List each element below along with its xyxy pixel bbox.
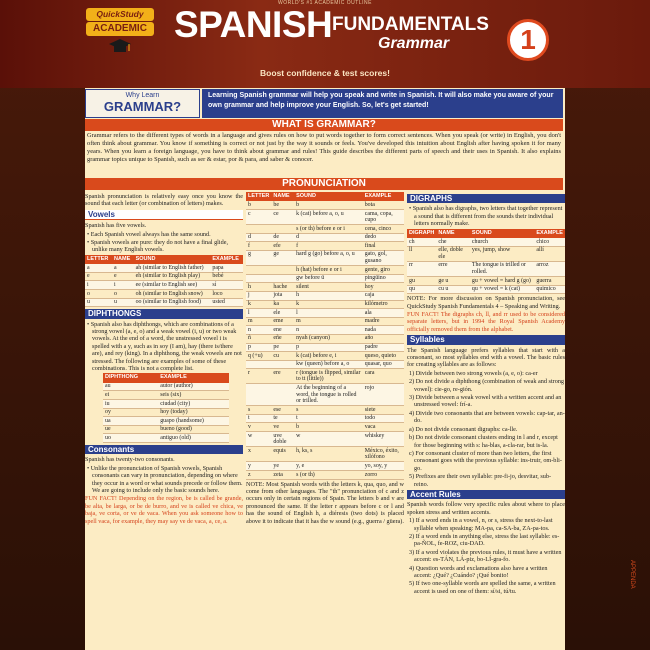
table-row: ll elle, doble ele yes, jump, show allí xyxy=(407,246,565,261)
table-cell: madre xyxy=(363,317,404,326)
table-cell: equis xyxy=(271,447,294,462)
table-row xyxy=(246,352,404,361)
vowels-table: LETTER NAME SOUND EXAMPLE a a ah (similar to English father) papa e e eh (similar to English play) bebé i i ee (similar to English see) sí o o oh (similar to English snow) loco u u oo (similar to English food) usted xyxy=(85,255,243,307)
table-cell: c xyxy=(246,210,271,225)
table-cell: w xyxy=(246,432,271,447)
table-cell: ve xyxy=(271,423,294,432)
table-cell: j xyxy=(246,291,271,300)
table-cell xyxy=(271,274,294,283)
table-row: uo antiguo (old) xyxy=(103,434,229,443)
vowels-line: • Spanish vowels are pure: they do not have a final glide, unlike many English vowels. xyxy=(87,239,229,254)
table-cell: pingüino xyxy=(363,274,404,283)
left-decorative-panel xyxy=(0,0,85,650)
column-left xyxy=(85,192,243,526)
table-row xyxy=(246,274,404,283)
logo-top-text: QuickStudy xyxy=(86,8,154,21)
list-item: a) Do not divide consonant digraphs: ca-lle. xyxy=(409,425,518,433)
table-cell: nada xyxy=(363,326,404,335)
table-cell: gw before ü xyxy=(294,274,363,283)
table-cell: kw (queen) before a, o xyxy=(294,360,363,369)
table-cell: g xyxy=(246,250,271,265)
table-cell: todo xyxy=(363,414,404,423)
digraphs-note: NOTE: For more discussion on Spanish pronunciation, see QuickStudy Spanish Fundamentals 4 – Speaking and Writing. xyxy=(407,295,565,310)
table-cell: efe xyxy=(271,242,294,251)
table-cell: vaca xyxy=(363,423,404,432)
table-cell: queso, quieto xyxy=(363,352,404,361)
side-label: APPENDA xyxy=(629,560,635,589)
table-cell: y xyxy=(246,462,271,471)
table-cell: m xyxy=(294,317,363,326)
letters-table: LETTER NAME SOUND EXAMPLE b be b bota c ce k (cat) before a, o, u cama, copa, cupo s (or th) before e or i cena, cinco d de d dedo f efe f final g ge hard g (go) before a, o, u gato, gol, gusano h (hat) before e or i gente, giro gw before ü pingüino h hache silent hoy j jota h caja k ka k kilómetro l ele l ala m eme m madre n ene n nada ñ eñe nyah (canyon) año p pe p padre q (+u) cu k (cat) before e, i queso, quieto kw (queen) before a, o quasar, quo r ere r (tongue is flipped, similar to tt (little)) cara At the beginning of a word, the tongue is rolled or trilled. rojo s ese s siete t te t todo v ve b vaca w uve doble w whiskey x equis h, ks, s México, éxito, xilófono y ye y, e yo, soy, y z zeta s (or th) zorro xyxy=(246,192,404,480)
list-item: 1) Divide between two strong vowels (a, e, o): ca-er xyxy=(409,369,538,377)
table-row xyxy=(246,300,404,309)
table-cell: h, ks, s xyxy=(294,447,363,462)
table-row: u u oo (similar to English food) usted xyxy=(85,298,243,307)
table-cell: At the beginning of a word, the tongue is rolled or trilled. xyxy=(294,384,363,406)
table-cell xyxy=(271,266,294,275)
table-row xyxy=(246,447,404,462)
diphthongs-table: DIPHTHONG EXAMPLE au autor (author) ei seis (six) iu ciudad (city) oy hoy (today) ua guapo (handsome) ue bueno (good) uo antiguo (old) xyxy=(103,373,229,443)
table-cell: caja xyxy=(363,291,404,300)
table-cell: eme xyxy=(271,317,294,326)
consonants-line: Spanish has twenty-two consonants. xyxy=(85,456,175,464)
table-cell: hard g (go) before a, o, u xyxy=(294,250,363,265)
digraphs-heading: DIGRAPHS xyxy=(407,194,565,203)
table-row xyxy=(246,317,404,326)
logo-bottom-text: ACADEMIC xyxy=(86,22,154,36)
table-row: ch che church chico xyxy=(407,238,565,246)
table-row: gu ge u gu + vowel = hard g (go) guerra xyxy=(407,277,565,286)
table-cell: uve doble xyxy=(271,432,294,447)
table-row xyxy=(246,326,404,335)
title-grammar: Grammar xyxy=(378,35,450,52)
table-cell xyxy=(271,384,294,406)
table-cell: yo, soy, y xyxy=(363,462,404,471)
table-cell: cu xyxy=(271,352,294,361)
table-cell: k (cat) before e, i xyxy=(294,352,363,361)
table-cell: rojo xyxy=(363,384,404,406)
quickstudy-logo xyxy=(86,8,154,56)
table-cell: q (+u) xyxy=(246,352,271,361)
table-row: oy hoy (today) xyxy=(103,408,229,417)
graduation-cap-icon xyxy=(108,38,132,54)
table-row xyxy=(246,242,404,251)
table-cell: n xyxy=(246,326,271,335)
consonants-fun-fact: FUN FACT! Depending on the region, be is called be grande, be alta, be larga, or be de burro, and ve is called ve chica, ve baja, ve corta, or ve de vaca. When you ask someone how to spell vaca, for example, they may say ve de vaca, a, ce, a. xyxy=(85,495,243,525)
table-cell: gato, gol, gusano xyxy=(363,250,404,265)
table-row: ua guapo (handsome) xyxy=(103,417,229,426)
table-row xyxy=(246,233,404,242)
table-cell: ye xyxy=(271,462,294,471)
accent-rules-heading: Accent Rules xyxy=(407,490,565,499)
table-cell: v xyxy=(246,423,271,432)
column-middle xyxy=(246,192,404,526)
list-item: c) For consonant cluster of more than two letters, the first consonant goes with the previous syllable: ins-truir, om-bli-go. xyxy=(409,449,562,472)
table-cell: f xyxy=(246,242,271,251)
table-row xyxy=(246,360,404,369)
table-cell: m xyxy=(246,317,271,326)
what-is-grammar-heading: WHAT IS GRAMMAR? xyxy=(85,119,563,131)
table-cell: ene xyxy=(271,326,294,335)
table-cell: p xyxy=(246,343,271,352)
table-cell xyxy=(246,384,271,406)
table-cell xyxy=(246,225,271,234)
table-cell: k xyxy=(294,300,363,309)
table-row xyxy=(246,225,404,234)
table-cell: ele xyxy=(271,309,294,318)
vowels-line: • Each Spanish vowel always has the same sound. xyxy=(87,230,211,238)
digraphs-fun-fact: FUN FACT! The digraphs ch, ll, and rr used to be considered separate letters, but in 1994 the Royal Spanish Academy officially removed them from the alphabet. xyxy=(407,311,565,333)
table-cell: ñ xyxy=(246,334,271,343)
table-cell: t xyxy=(246,414,271,423)
table-row xyxy=(246,334,404,343)
table-cell: b xyxy=(294,423,363,432)
pronunciation-heading: PRONUNCIATION xyxy=(85,178,563,190)
table-cell: nyah (canyon) xyxy=(294,334,363,343)
table-cell xyxy=(271,360,294,369)
list-item: 1) If a word ends in a vowel, n, or s, stress the next-to-last syllable when speaking: MA-pa, ca-SA-ba, ZA-pa-tos. xyxy=(409,517,553,532)
header xyxy=(0,0,650,88)
table-cell: siete xyxy=(363,406,404,415)
table-cell: bota xyxy=(363,201,404,209)
table-cell: ala xyxy=(363,309,404,318)
table-cell: h xyxy=(294,291,363,300)
table-cell: t xyxy=(294,414,363,423)
table-cell: quasar, quo xyxy=(363,360,404,369)
table-cell: s (or th) before e or i xyxy=(294,225,363,234)
list-item: 3) Divide between a weak vowel with a written accent and an unstressed vowel: frí-a. xyxy=(409,394,562,409)
table-cell: r (tongue is flipped, similar to tt (little)) xyxy=(294,369,363,384)
table-row xyxy=(246,414,404,423)
table-cell: h (hat) before e or i xyxy=(294,266,363,275)
table-cell: te xyxy=(271,414,294,423)
table-cell: cena, cinco xyxy=(363,225,404,234)
table-row: a a ah (similar to English father) papa xyxy=(85,264,243,272)
table-cell: s (or th) xyxy=(294,471,363,480)
table-row xyxy=(246,250,404,265)
table-cell: padre xyxy=(363,343,404,352)
title-fundamentals: FUNDAMENTALS xyxy=(332,14,489,35)
table-cell: hoy xyxy=(363,283,404,292)
table-row xyxy=(246,343,404,352)
why-text: Learning Spanish grammar will help you speak and write in Spanish. It will also make you aware of your own grammar and help improve your English. So, let's get started! xyxy=(202,89,563,118)
right-decorative-panel xyxy=(565,0,650,650)
list-item: 2) If a word ends in anything else, stress the last syllable: es-pa-ÑOL, fe-ROZ, ciu-DAD. xyxy=(409,532,560,548)
table-row xyxy=(246,369,404,384)
table-cell: ere xyxy=(271,369,294,384)
list-item: 5) If two one-syllable words are spelled the same, a written accent is used on one of them: sí/si, tú/tu. xyxy=(409,580,556,595)
table-cell: d xyxy=(294,233,363,242)
list-item: b) Do not divide consonant clusters ending in l and r, except for those beginning with s: ha-blas, a-cla-rar, but is-la. xyxy=(409,434,558,449)
syllables-text: The Spanish language prefers syllables that start with a consonant, so most syllables end with a vowel. The basic rules for creating syllables are as follows: xyxy=(407,346,565,369)
table-cell: final xyxy=(363,242,404,251)
table-row: qu cu u qu + vowel = k (cat) quimico xyxy=(407,285,565,294)
column-right xyxy=(407,192,565,596)
list-item: 2) Do not divide a diphthong (combination of weak and strong vowel): cie-go, re-gión. xyxy=(409,378,565,393)
table-row xyxy=(246,471,404,480)
publisher-line: WORLD'S #1 ACADEMIC OUTLINE xyxy=(278,0,372,6)
table-cell: l xyxy=(246,309,271,318)
table-row: au autor (author) xyxy=(103,383,229,391)
why-learn-box xyxy=(85,89,200,118)
why-line2: GRAMMAR? xyxy=(103,99,182,114)
table-cell: r xyxy=(246,369,271,384)
table-cell: año xyxy=(363,334,404,343)
table-cell: cama, copa, cupo xyxy=(363,210,404,225)
table-row xyxy=(246,406,404,415)
table-cell: zeta xyxy=(271,471,294,480)
list-item: 5) Prefixes are their own syllable: pre-fi-jo, desvitar, sub-reino. xyxy=(409,473,552,488)
digraphs-table: DIGRAPH NAME SOUND EXAMPLE ch che church chico ll elle, doble ele yes, jump, show allí rr erre The tongue is trilled or rolled. arroz gu ge u gu + vowel = hard g (go) guerra qu cu u qu + vowel = k (cat) quimico xyxy=(407,229,565,295)
table-cell: gente, giro xyxy=(363,266,404,275)
table-cell: México, éxito, xilófono xyxy=(363,447,404,462)
table-cell: dedo xyxy=(363,233,404,242)
why-line1: Why Learn xyxy=(125,92,160,99)
table-row xyxy=(246,210,404,225)
table-cell xyxy=(246,266,271,275)
list-item: 4) Question words and exclamations also have a written accent: ¿Qué? ¿Cuándo? ¡Qué bonito! xyxy=(409,564,548,579)
table-row xyxy=(246,283,404,292)
table-cell: ce xyxy=(271,210,294,225)
diphthongs-heading: DIPHTHONGS xyxy=(85,309,243,318)
consonants-heading: Consonants xyxy=(85,445,243,454)
table-cell: h xyxy=(246,283,271,292)
table-cell: hache xyxy=(271,283,294,292)
table-cell: be xyxy=(271,201,294,209)
table-cell xyxy=(246,360,271,369)
table-cell: jota xyxy=(271,291,294,300)
list-item: 4) Divide two consonants that are between vowels: cap-tar, an-do. xyxy=(409,409,565,425)
tagline: Boost confidence & test scores! xyxy=(260,68,390,78)
vowels-heading: Vowels xyxy=(85,210,243,220)
table-cell: b xyxy=(294,201,363,209)
table-row xyxy=(246,423,404,432)
table-row xyxy=(246,309,404,318)
accent-rules-text: Spanish words follow very specific rules about where to place spoken stress and written accents. xyxy=(407,501,565,516)
pronunciation-intro: Spanish pronunciation is relatively easy once you know the sound that each letter (or combination of letters) makes. xyxy=(85,193,243,208)
table-cell: x xyxy=(246,447,271,462)
what-is-grammar-text: Grammar refers to the different types of words in a language and gives rules on how to put words together to form correct sentences. When you speak (or write) in English, you don't often think about grammar. You know if something is correct or not just by the way it sounds or feels. You've developed this intuition about English after having spoken it for many years. When you learn a foreign language, you have to think about grammar and rules! This guide describes the different parts of speech and their uses in Spanish. It also explains grammar topics unique to Spanish, such as ser & estar, por & para, and saber & conocer. xyxy=(87,132,561,163)
table-row: ei seis (six) xyxy=(103,391,229,400)
diphthongs-text: • Spanish also has diphthongs, which are combinations of a strong vowel (a, e, o) and a weak vowel (i, u) or two weak vowels. At the end of a word, the unstressed vowel i is spelled with a y, such as in soy (I am), hay (there is/there are), and rey (king). In a diphthong, the weak vowels are not stressed. The following are examples of some of these combinations. This is not a complete list. xyxy=(87,320,242,373)
table-cell: d xyxy=(246,233,271,242)
table-row: ue bueno (good) xyxy=(103,425,229,434)
table-cell: kilómetro xyxy=(363,300,404,309)
syllables-heading: Syllables xyxy=(407,335,565,344)
guide-number: 1 xyxy=(520,24,536,55)
table-cell: s xyxy=(246,406,271,415)
table-cell: ka xyxy=(271,300,294,309)
letters-note: NOTE: Most Spanish words with the letters k, qua, quo, and w come from other languages. The "th" pronunciation of c and z occurs only in certain regions of Spain. The letters b and v are pronounced the same. If the letter r appears before c or l and has the sound of English h, a diéresis (two dots) is placed above it to indicate that it has the w sound (e.g., guerra / güera). xyxy=(246,480,404,525)
table-cell: z xyxy=(246,471,271,480)
table-cell: zorro xyxy=(363,471,404,480)
table-cell: b xyxy=(246,201,271,209)
table-cell: de xyxy=(271,233,294,242)
table-row: e e eh (similar to English play) bebé xyxy=(85,272,243,281)
table-row xyxy=(246,462,404,471)
list-item: 3) If a word violates the previous rules, it must have a written accent: es-TÁN, LÁ-piz, bo-LÍ-gra-fo. xyxy=(409,548,562,564)
table-cell: w xyxy=(294,432,363,447)
table-row: rr erre The tongue is trilled or rolled. arroz xyxy=(407,261,565,276)
title-spanish: SPANISH xyxy=(174,4,333,45)
consonants-line: • Unlike the pronunciation of Spanish vowels, Spanish consonants can vary in pronunciation, depending on where they occur in a word or what sounds precede or follow them. We are going to include only the basic sounds here. xyxy=(87,464,243,495)
table-cell: whiskey xyxy=(363,432,404,447)
table-cell: y, e xyxy=(294,462,363,471)
table-cell: silent xyxy=(294,283,363,292)
table-cell: p xyxy=(294,343,363,352)
table-cell: ese xyxy=(271,406,294,415)
table-row xyxy=(246,432,404,447)
table-cell xyxy=(271,225,294,234)
table-cell: ge xyxy=(271,250,294,265)
table-cell xyxy=(246,274,271,283)
table-cell: k (cat) before a, o, u xyxy=(294,210,363,225)
table-cell: f xyxy=(294,242,363,251)
guide-number-badge xyxy=(507,19,549,61)
digraphs-text: • Spanish also has digraphs, two letters that together represent a sound that is different from the sounds their individual letters normally make. xyxy=(409,205,563,228)
table-row xyxy=(246,266,404,275)
table-cell: n xyxy=(294,326,363,335)
table-row: iu ciudad (city) xyxy=(103,400,229,409)
table-cell: eñe xyxy=(271,334,294,343)
table-row: i i ee (similar to English see) sí xyxy=(85,281,243,290)
table-cell: k xyxy=(246,300,271,309)
table-row xyxy=(246,201,404,209)
table-cell: cara xyxy=(363,369,404,384)
table-cell: pe xyxy=(271,343,294,352)
table-cell: l xyxy=(294,309,363,318)
vowels-line: Spanish has five vowels. xyxy=(85,222,147,230)
table-cell: s xyxy=(294,406,363,415)
table-row: o o oh (similar to English snow) loco xyxy=(85,290,243,299)
table-row xyxy=(246,384,404,406)
table-row xyxy=(246,291,404,300)
